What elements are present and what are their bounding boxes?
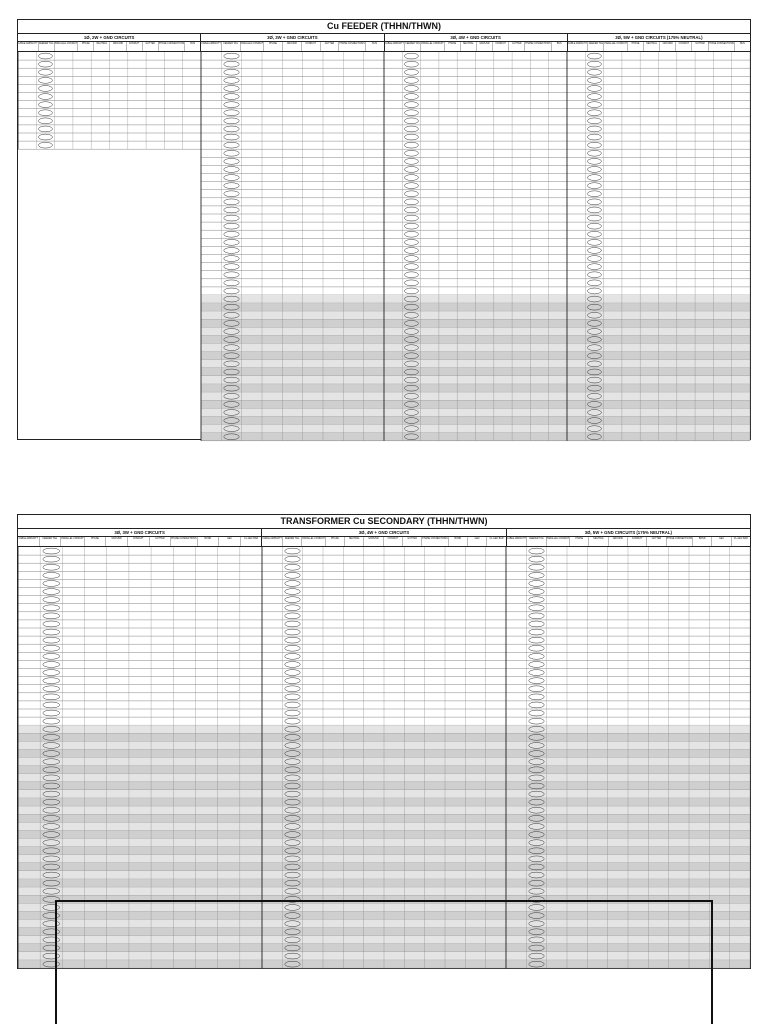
col-header: FEEDER TAG xyxy=(221,42,240,51)
feeder-grid-lines xyxy=(18,52,750,441)
col-header: GUTTER xyxy=(402,537,421,546)
feeder-tag-symbol xyxy=(587,142,601,148)
feeder-section-3ph5w: 3Ø, 5W + GND CIRCUITS (175% NEUTRAL) xyxy=(567,34,750,41)
feeder-tag-symbol xyxy=(529,686,544,692)
feeder-tag-symbol xyxy=(587,77,601,83)
feeder-tag-symbol xyxy=(285,597,300,603)
feeder-tag-symbol xyxy=(285,621,300,627)
feeder-tag-symbol xyxy=(38,61,52,67)
feeder-tag-symbol xyxy=(587,264,601,270)
col-header: NEUTRAL xyxy=(344,537,363,546)
feeder-tag-symbol xyxy=(285,710,300,716)
col-header: PHASE xyxy=(627,42,643,51)
feeder-tag-symbol xyxy=(285,662,300,668)
feeder-tag-symbol xyxy=(529,645,544,651)
col-header: CABLE AMPACITY xyxy=(384,43,405,45)
col-header: GROUND xyxy=(476,42,492,51)
feeder-tag-symbol xyxy=(529,572,544,578)
feeder-tag-symbol xyxy=(404,207,418,213)
col-header: BUS xyxy=(365,42,384,51)
col-header: BOND xyxy=(197,537,219,546)
col-header: FEEDER TAG xyxy=(526,537,545,546)
feeder-tag-symbol xyxy=(587,110,601,116)
col-header: PARALLEL CONDUIT xyxy=(54,42,77,51)
feeder-tag-symbol xyxy=(285,670,300,676)
feeder-tag-symbol xyxy=(43,621,60,627)
feeder-section-bar xyxy=(18,34,750,42)
feeder-tag-symbol xyxy=(404,69,418,75)
feeder-tag-symbol xyxy=(587,126,601,132)
feeder-tag-symbol xyxy=(587,175,601,181)
feeder-tag-symbol xyxy=(529,581,544,587)
feeder-tag-symbol xyxy=(404,102,418,108)
feeder-tag-symbol xyxy=(587,256,601,262)
feeder-tag-symbol xyxy=(224,69,239,75)
col-header: PHASE xyxy=(84,537,106,546)
col-header: PHASE CONNECTIONS xyxy=(708,42,734,51)
feeder-tag-symbol xyxy=(38,118,52,124)
feeder-tag-symbol xyxy=(43,589,60,595)
col-header: GROUND xyxy=(105,537,127,546)
feeder-tag-symbol xyxy=(224,53,239,59)
feeder-tag-symbol xyxy=(224,248,239,254)
feeder-tag-symbol xyxy=(404,288,418,294)
col-header: PHASE xyxy=(77,42,93,51)
feeder-tag-symbol xyxy=(404,142,418,148)
col-header: PHASE xyxy=(263,42,282,51)
feeder-tag-symbol xyxy=(404,53,418,59)
col-header: GUTTER xyxy=(320,42,339,51)
feeder-tag-symbol xyxy=(529,605,544,611)
feeder-tag-symbol xyxy=(404,280,418,286)
feeder-tag-symbol xyxy=(587,199,601,205)
feeder-tag-symbol xyxy=(224,175,239,181)
feeder-tag-symbol xyxy=(404,248,418,254)
feeder-tag-symbol xyxy=(285,694,300,700)
feeder-tag-symbol xyxy=(285,637,300,643)
feeder-tag-symbol xyxy=(43,718,60,724)
col-header: CABLE AMPACITY xyxy=(18,538,39,540)
feeder-tag-symbol xyxy=(587,94,601,100)
feeder-tag-symbol xyxy=(529,702,544,708)
col-header: NEUTRAL xyxy=(588,537,607,546)
feeder-tag-symbol xyxy=(587,69,601,75)
col-header: PHASE xyxy=(325,537,344,546)
feeder-tag-symbol xyxy=(224,110,239,116)
feeder-tag-symbol xyxy=(43,702,60,708)
feeder-tag-symbol xyxy=(43,548,60,554)
feeder-tag-symbol xyxy=(587,280,601,286)
col-header: BOND xyxy=(448,537,467,546)
col-header: GUTTER xyxy=(149,537,171,546)
feeder-tag-symbol xyxy=(43,653,60,659)
col-header: GEC xyxy=(467,537,486,546)
feeder-tag-symbol xyxy=(285,613,300,619)
feeder-tag-symbol xyxy=(224,191,239,197)
col-header: PARALLEL CONDUIT xyxy=(240,42,263,51)
feeder-tag-symbol xyxy=(404,126,418,132)
feeder-tag-symbol xyxy=(224,223,239,229)
col-header: FEEDER TAG xyxy=(404,42,420,51)
feeder-tag-symbol xyxy=(529,556,544,562)
col-header: GROUND xyxy=(608,537,627,546)
col-header: CABLE AMPACITY xyxy=(567,43,588,45)
feeder-tag-symbol xyxy=(38,86,52,92)
feeder-tag-symbol xyxy=(404,231,418,237)
feeder-tag-symbol xyxy=(224,280,239,286)
secondary-column-headers xyxy=(18,537,750,547)
feeder-tag-symbol xyxy=(529,613,544,619)
col-header: CL-GEC BAR xyxy=(486,537,505,546)
feeder-tag-symbol xyxy=(404,167,418,173)
feeder-tag-symbol xyxy=(529,637,544,643)
feeder-tag-symbol xyxy=(587,239,601,245)
feeder-tag-symbol xyxy=(43,572,60,578)
feeder-tag-symbol xyxy=(404,272,418,278)
feeder-column-headers xyxy=(18,42,750,52)
feeder-tag-symbol xyxy=(404,158,418,164)
feeder-title: Cu FEEDER (THHN/THWN) xyxy=(18,20,750,34)
col-header: GROUND xyxy=(363,537,382,546)
col-header: PARALLEL CONDUIT xyxy=(420,42,443,51)
feeder-tag-symbol xyxy=(38,94,52,100)
feeder-tag-symbol xyxy=(224,183,239,189)
feeder-tag-symbol xyxy=(224,150,239,156)
feeder-tag-symbol xyxy=(43,613,60,619)
feeder-tag-symbol xyxy=(529,662,544,668)
col-header: GUTTER xyxy=(691,42,707,51)
feeder-tag-symbol xyxy=(285,678,300,684)
feeder-tag-symbol xyxy=(587,167,601,173)
feeder-tag-symbol xyxy=(43,670,60,676)
feeder-tag-symbol xyxy=(224,199,239,205)
feeder-tag-symbol xyxy=(285,686,300,692)
feeder-section-3ph4w: 3Ø, 4W + GND CIRCUITS xyxy=(384,34,567,41)
secondary-header-group xyxy=(261,537,505,546)
col-header: PHASE CONNECTIONS xyxy=(170,537,196,546)
feeder-tag-symbol xyxy=(285,548,300,554)
feeder-tag-symbol xyxy=(404,191,418,197)
feeder-tag-symbol xyxy=(404,94,418,100)
feeder-tag-symbol xyxy=(587,134,601,140)
feeder-tag-symbol xyxy=(224,272,239,278)
feeder-tag-symbol xyxy=(285,572,300,578)
secondary-header-group xyxy=(506,537,750,546)
col-header: CONDUIT xyxy=(126,42,142,51)
title-block-frame xyxy=(55,900,713,1024)
col-header: PARALLEL CONDUIT xyxy=(603,42,626,51)
feeder-tag-symbol xyxy=(224,77,239,83)
col-header: PHASE CONNECTIONS xyxy=(158,42,184,51)
feeder-tag-symbol xyxy=(529,548,544,554)
col-header: CONDUIT xyxy=(492,42,508,51)
col-header: CABLE AMPACITY xyxy=(262,538,282,540)
feeder-tag-symbol xyxy=(38,142,52,148)
secondary-header-group xyxy=(18,537,261,546)
secondary-section-3ph4w: 3Ø, 4W + GND CIRCUITS xyxy=(261,529,505,536)
feeder-tag-symbol xyxy=(43,581,60,587)
feeder-tag-symbol xyxy=(224,288,239,294)
feeder-tag-symbol xyxy=(285,702,300,708)
feeder-tag-symbol xyxy=(285,653,300,659)
feeder-tag-symbol xyxy=(43,629,60,635)
col-header: CONDUIT xyxy=(301,42,320,51)
secondary-section-bar xyxy=(18,529,750,537)
feeder-table xyxy=(17,19,751,440)
feeder-tag-symbol xyxy=(224,134,239,140)
feeder-tag-symbol xyxy=(529,710,544,716)
feeder-tag-symbol xyxy=(43,645,60,651)
feeder-tag-symbol xyxy=(404,223,418,229)
col-header: PHASE CONNECTIONS xyxy=(666,537,692,546)
feeder-tag-symbol xyxy=(404,183,418,189)
feeder-tag-symbol xyxy=(404,264,418,270)
feeder-grid xyxy=(18,52,750,441)
feeder-tag-symbol xyxy=(224,215,239,221)
secondary-section-3ph3w: 3Ø, 3W + GND CIRCUITS xyxy=(114,530,165,535)
feeder-tag-symbol xyxy=(404,134,418,140)
feeder-tag-symbol xyxy=(529,694,544,700)
feeder-tag-symbol xyxy=(224,142,239,148)
feeder-tag-symbol xyxy=(38,126,52,132)
col-header: PHASE CONNECTIONS xyxy=(524,42,550,51)
feeder-tag-symbol xyxy=(38,69,52,75)
feeder-tag-symbol xyxy=(224,61,239,67)
feeder-tag-symbol xyxy=(285,605,300,611)
feeder-tag-symbol xyxy=(587,207,601,213)
col-header: CONDUIT xyxy=(675,42,691,51)
col-header: NEUTRAL xyxy=(93,42,109,51)
feeder-tag-symbol xyxy=(587,191,601,197)
feeder-tag-symbol xyxy=(285,645,300,651)
col-header: CONDUIT xyxy=(127,537,149,546)
feeder-tag-symbol xyxy=(224,239,239,245)
feeder-tag-symbol xyxy=(587,248,601,254)
feeder-tag-symbol xyxy=(285,629,300,635)
feeder-tag-symbol xyxy=(224,256,239,262)
feeder-tag-symbol xyxy=(587,272,601,278)
feeder-tag-symbol xyxy=(587,231,601,237)
col-header: CONDUIT xyxy=(383,537,402,546)
feeder-tag-symbol xyxy=(529,621,544,627)
col-header: PHASE CONNECTIONS xyxy=(421,537,447,546)
feeder-tag-symbol xyxy=(285,581,300,587)
feeder-tag-symbol xyxy=(43,556,60,562)
feeder-tag-symbol xyxy=(587,288,601,294)
col-header: FEEDER TAG xyxy=(282,537,301,546)
feeder-tag-symbol xyxy=(404,61,418,67)
feeder-tag-symbol xyxy=(38,77,52,83)
feeder-header-group xyxy=(18,42,200,51)
feeder-tag-symbol xyxy=(587,183,601,189)
feeder-tag-symbol xyxy=(38,102,52,108)
col-header: CL-GEC BAR xyxy=(240,537,262,546)
feeder-tag-symbol xyxy=(587,150,601,156)
col-header: CABLE AMPACITY xyxy=(201,43,221,45)
feeder-tag-symbol xyxy=(529,589,544,595)
col-header: CL-GEC BAR xyxy=(731,537,750,546)
feeder-tag-symbol xyxy=(285,556,300,562)
feeder-tag-symbol xyxy=(587,102,601,108)
feeder-tag-symbol xyxy=(404,110,418,116)
feeder-tag-symbol xyxy=(529,597,544,603)
col-header: PARALLEL CONDUIT xyxy=(301,537,324,546)
col-header: NEUTRAL xyxy=(460,42,476,51)
feeder-tag-symbol xyxy=(587,61,601,67)
feeder-tag-symbol xyxy=(529,564,544,570)
feeder-tag-symbol xyxy=(404,118,418,124)
feeder-tag-symbol xyxy=(404,215,418,221)
col-header: PHASE xyxy=(444,42,460,51)
feeder-tag-symbol xyxy=(404,256,418,262)
col-header: PHASE xyxy=(569,537,588,546)
col-header: BUS xyxy=(551,42,567,51)
feeder-tag-symbol xyxy=(43,686,60,692)
feeder-tag-symbol xyxy=(224,207,239,213)
feeder-tag-symbol xyxy=(587,86,601,92)
feeder-tag-symbol xyxy=(529,678,544,684)
col-header: FEEDER TAG xyxy=(38,42,54,51)
feeder-tag-symbol xyxy=(224,158,239,164)
feeder-tag-symbol xyxy=(285,589,300,595)
feeder-tag-symbol xyxy=(404,150,418,156)
feeder-header-group xyxy=(567,42,750,51)
feeder-tag-symbol xyxy=(529,653,544,659)
col-header: GUTTER xyxy=(508,42,524,51)
feeder-tag-symbol xyxy=(224,264,239,270)
col-header: GROUND xyxy=(659,42,675,51)
feeder-tag-symbol xyxy=(529,718,544,724)
feeder-tag-symbol xyxy=(285,564,300,570)
feeder-tag-symbol xyxy=(529,629,544,635)
secondary-title: TRANSFORMER Cu SECONDARY (THHN/THWN) xyxy=(18,515,750,529)
feeder-tag-symbol xyxy=(43,564,60,570)
feeder-section-1ph: 1Ø, 2W + GND CIRCUITS xyxy=(83,35,135,40)
col-header: CABLE AMPACITY xyxy=(18,43,38,45)
feeder-tag-symbol xyxy=(43,662,60,668)
col-header: CONDUIT xyxy=(627,537,646,546)
feeder-tag-symbol xyxy=(224,167,239,173)
feeder-tag-symbol xyxy=(43,605,60,611)
col-header: BUS xyxy=(734,42,750,51)
feeder-tag-symbol xyxy=(224,231,239,237)
feeder-tag-symbol xyxy=(38,110,52,116)
col-header: GROUND xyxy=(282,42,301,51)
feeder-tag-symbol xyxy=(404,86,418,92)
feeder-tag-symbol xyxy=(404,199,418,205)
feeder-header-group xyxy=(200,42,383,51)
col-header: PHASE CONNECTIONS xyxy=(338,42,364,51)
feeder-tag-symbol xyxy=(43,678,60,684)
feeder-tag-symbol xyxy=(224,118,239,124)
feeder-tag-symbol xyxy=(224,102,239,108)
feeder-tag-symbol xyxy=(587,118,601,124)
col-header: CABLE AMPACITY xyxy=(506,538,527,540)
feeder-tag-symbol xyxy=(43,637,60,643)
feeder-header-group xyxy=(384,42,567,51)
feeder-tag-symbol xyxy=(529,670,544,676)
feeder-section-3ph3w: 3Ø, 3W + GND CIRCUITS xyxy=(200,34,383,41)
col-header: GROUND xyxy=(109,42,125,51)
feeder-tag-symbol xyxy=(587,158,601,164)
feeder-tag-symbol xyxy=(587,223,601,229)
feeder-tag-symbol xyxy=(43,710,60,716)
col-header: BOND xyxy=(692,537,711,546)
feeder-tag-symbol xyxy=(404,175,418,181)
feeder-tag-symbol xyxy=(224,86,239,92)
col-header: GUTTER xyxy=(142,42,158,51)
feeder-tag-symbol xyxy=(404,239,418,245)
col-header: BUS xyxy=(184,42,200,51)
feeder-tag-symbol xyxy=(224,94,239,100)
feeder-tag-symbol xyxy=(43,597,60,603)
col-header: PARALLEL CONDUIT xyxy=(60,537,83,546)
feeder-tag-symbol xyxy=(285,718,300,724)
col-header: PARALLEL CONDUIT xyxy=(546,537,569,546)
feeder-tag-symbol xyxy=(587,215,601,221)
col-header: FEEDER TAG xyxy=(39,537,61,546)
col-header: GEC xyxy=(218,537,240,546)
col-header: NEUTRAL xyxy=(643,42,659,51)
col-header: GEC xyxy=(711,537,730,546)
col-header: GUTTER xyxy=(646,537,665,546)
feeder-tag-symbol xyxy=(404,77,418,83)
secondary-section-3ph5w: 3Ø, 5W + GND CIRCUITS (175% NEUTRAL) xyxy=(506,529,750,536)
col-header: FEEDER TAG xyxy=(587,42,603,51)
feeder-tag-symbol xyxy=(224,126,239,132)
feeder-tag-symbol xyxy=(38,53,52,59)
feeder-tag-symbol xyxy=(38,134,52,140)
feeder-tag-symbol xyxy=(43,694,60,700)
feeder-tag-symbol xyxy=(587,53,601,59)
